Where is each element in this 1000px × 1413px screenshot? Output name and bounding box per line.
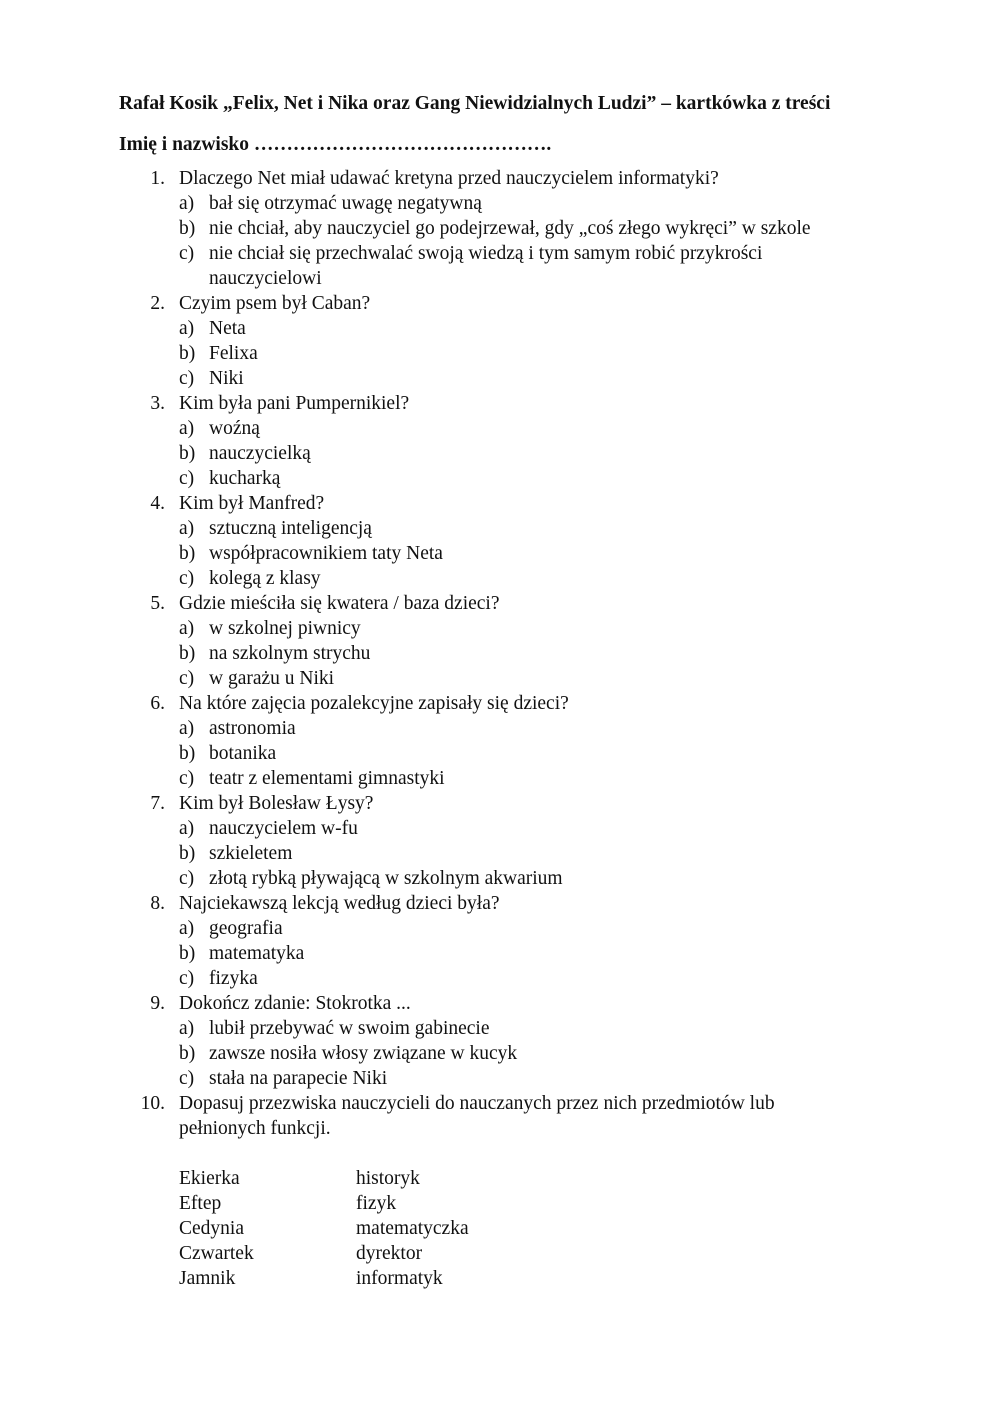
option-letter: a) xyxy=(179,718,195,739)
option-text: w szkolnej piwnicy xyxy=(209,618,361,639)
question-number: 9. xyxy=(150,993,165,1014)
option-letter: c) xyxy=(179,243,195,264)
matching-row xyxy=(0,1266,1000,1291)
option-text: sztuczną inteligencją xyxy=(209,518,372,539)
matching-row xyxy=(0,1241,1000,1266)
question-number: 5. xyxy=(150,593,165,614)
question-line xyxy=(0,391,1000,416)
teacher-nickname: Eftep xyxy=(179,1193,222,1214)
question-number: 8. xyxy=(150,893,165,914)
matching-row xyxy=(0,1166,1000,1191)
answer-option xyxy=(0,266,1000,291)
option-letter: a) xyxy=(179,818,195,839)
option-letter: b) xyxy=(179,943,196,964)
teacher-role: dyrektor xyxy=(356,1243,423,1264)
option-text: współpracownikiem taty Neta xyxy=(209,543,443,564)
question-line xyxy=(0,791,1000,816)
option-letter: b) xyxy=(179,543,196,564)
option-text: na szkolnym strychu xyxy=(209,643,371,664)
question-line xyxy=(0,891,1000,916)
option-letter: a) xyxy=(179,918,195,939)
question-text: Kim był Bolesław Łysy? xyxy=(179,793,374,814)
answer-option xyxy=(0,416,1000,441)
question-list xyxy=(0,166,1000,1141)
question-line xyxy=(0,166,1000,191)
answer-option xyxy=(0,616,1000,641)
question-text: Najciekawszą lekcją według dzieci była? xyxy=(179,893,500,914)
answer-option xyxy=(0,641,1000,666)
question-line xyxy=(0,591,1000,616)
question-line xyxy=(0,991,1000,1016)
question-line xyxy=(0,1116,1000,1141)
teacher-nickname: Ekierka xyxy=(179,1168,240,1189)
question-line xyxy=(0,491,1000,516)
option-text: lubił przebywać w swoim gabinecie xyxy=(209,1018,490,1039)
matching-row xyxy=(0,1191,1000,1216)
question-line xyxy=(0,691,1000,716)
option-text: zawsze nosiła włosy związane w kucyk xyxy=(209,1043,518,1064)
option-letter: b) xyxy=(179,218,196,239)
option-letter: c) xyxy=(179,768,195,789)
matching-row xyxy=(0,1216,1000,1241)
name-field-line: Imię i nazwisko ………………………………………. xyxy=(119,134,552,155)
option-letter: a) xyxy=(179,418,195,439)
answer-option xyxy=(0,716,1000,741)
answer-option xyxy=(0,666,1000,691)
option-text: bał się otrzymać uwagę negatywną xyxy=(209,193,482,214)
teacher-role: historyk xyxy=(356,1168,420,1189)
teacher-role: matematyczka xyxy=(356,1218,469,1239)
teacher-role: informatyk xyxy=(356,1268,443,1289)
answer-option xyxy=(0,441,1000,466)
option-letter: a) xyxy=(179,1018,195,1039)
option-letter: b) xyxy=(179,843,196,864)
answer-option xyxy=(0,941,1000,966)
teacher-nickname: Jamnik xyxy=(179,1268,236,1289)
option-letter: b) xyxy=(179,743,196,764)
answer-option xyxy=(0,241,1000,266)
option-text: woźną xyxy=(209,418,260,439)
option-text: Niki xyxy=(209,368,244,389)
option-letter: a) xyxy=(179,193,195,214)
option-letter: a) xyxy=(179,318,195,339)
answer-option xyxy=(0,366,1000,391)
answer-option xyxy=(0,1041,1000,1066)
question-number: 4. xyxy=(150,493,165,514)
question-text: Czyim psem był Caban? xyxy=(179,293,371,314)
answer-option xyxy=(0,566,1000,591)
teacher-nickname: Cedynia xyxy=(179,1218,244,1239)
teacher-role: fizyk xyxy=(356,1193,397,1214)
option-letter: c) xyxy=(179,368,195,389)
option-text: matematyka xyxy=(209,943,305,964)
question-number: 10. xyxy=(140,1093,165,1114)
option-letter: b) xyxy=(179,1043,196,1064)
option-text: Neta xyxy=(209,318,246,339)
option-letter: b) xyxy=(179,643,196,664)
option-text: geografia xyxy=(209,918,283,939)
question-line xyxy=(0,1091,1000,1116)
answer-option xyxy=(0,466,1000,491)
question-number: 1. xyxy=(150,168,165,189)
option-text: botanika xyxy=(209,743,277,764)
option-text: stała na parapecie Niki xyxy=(209,1068,388,1089)
question-text-continued: pełnionych funkcji. xyxy=(179,1118,331,1139)
question-line xyxy=(0,291,1000,316)
question-text: Dokończ zdanie: Stokrotka ... xyxy=(179,993,411,1014)
question-text: Dlaczego Net miał udawać kretyna przed nauczycielem informatyki? xyxy=(179,168,719,189)
question-text: Na które zajęcia pozalekcyjne zapisały się dzieci? xyxy=(179,693,569,714)
option-letter: b) xyxy=(179,443,196,464)
option-text: szkieletem xyxy=(209,843,293,864)
option-text: astronomia xyxy=(209,718,296,739)
answer-option xyxy=(0,191,1000,216)
option-text: teatr z elementami gimnastyki xyxy=(209,768,445,789)
option-letter: c) xyxy=(179,868,195,889)
answer-option xyxy=(0,541,1000,566)
option-letter: c) xyxy=(179,668,195,689)
matching-table xyxy=(0,1166,1000,1291)
option-text: nauczycielką xyxy=(209,443,311,464)
option-letter: c) xyxy=(179,568,195,589)
question-number: 3. xyxy=(150,393,165,414)
answer-option xyxy=(0,1066,1000,1091)
option-text: w garażu u Niki xyxy=(209,668,335,689)
option-text: Felixa xyxy=(209,343,258,364)
option-text: nauczycielem w-fu xyxy=(209,818,358,839)
option-text: złotą rybką pływającą w szkolnym akwarium xyxy=(209,868,563,889)
answer-option xyxy=(0,916,1000,941)
option-text-continued: nauczycielowi xyxy=(209,268,322,289)
option-text: nie chciał się przechwalać swoją wiedzą i tym samym robić przykrości xyxy=(209,243,763,264)
answer-option xyxy=(0,766,1000,791)
question-text: Kim był Manfred? xyxy=(179,493,325,514)
answer-option xyxy=(0,841,1000,866)
option-letter: a) xyxy=(179,518,195,539)
answer-option xyxy=(0,316,1000,341)
option-letter: c) xyxy=(179,468,195,489)
page-title: Rafał Kosik „Felix, Net i Nika oraz Gang Niewidzialnych Ludzi” – kartkówka z treści xyxy=(119,93,831,114)
option-letter: b) xyxy=(179,343,196,364)
option-letter: a) xyxy=(179,618,195,639)
question-text: Gdzie mieściła się kwatera / baza dzieci? xyxy=(179,593,500,614)
answer-option xyxy=(0,741,1000,766)
question-text: Dopasuj przezwiska nauczycieli do nauczanych przez nich przedmiotów lub xyxy=(179,1093,775,1114)
question-number: 6. xyxy=(150,693,165,714)
option-text: kucharką xyxy=(209,468,281,489)
answer-option xyxy=(0,216,1000,241)
option-text: fizyka xyxy=(209,968,258,989)
option-text: nie chciał, aby nauczyciel go podejrzewał, gdy „coś złego wykręci” w szkole xyxy=(209,218,811,239)
question-number: 7. xyxy=(150,793,165,814)
teacher-nickname: Czwartek xyxy=(179,1243,254,1264)
option-text: kolegą z klasy xyxy=(209,568,321,589)
question-text: Kim była pani Pumpernikiel? xyxy=(179,393,410,414)
answer-option xyxy=(0,1016,1000,1041)
answer-option xyxy=(0,816,1000,841)
question-number: 2. xyxy=(150,293,165,314)
option-letter: c) xyxy=(179,968,195,989)
option-letter: c) xyxy=(179,1068,195,1089)
answer-option xyxy=(0,341,1000,366)
answer-option xyxy=(0,866,1000,891)
answer-option xyxy=(0,516,1000,541)
answer-option xyxy=(0,966,1000,991)
